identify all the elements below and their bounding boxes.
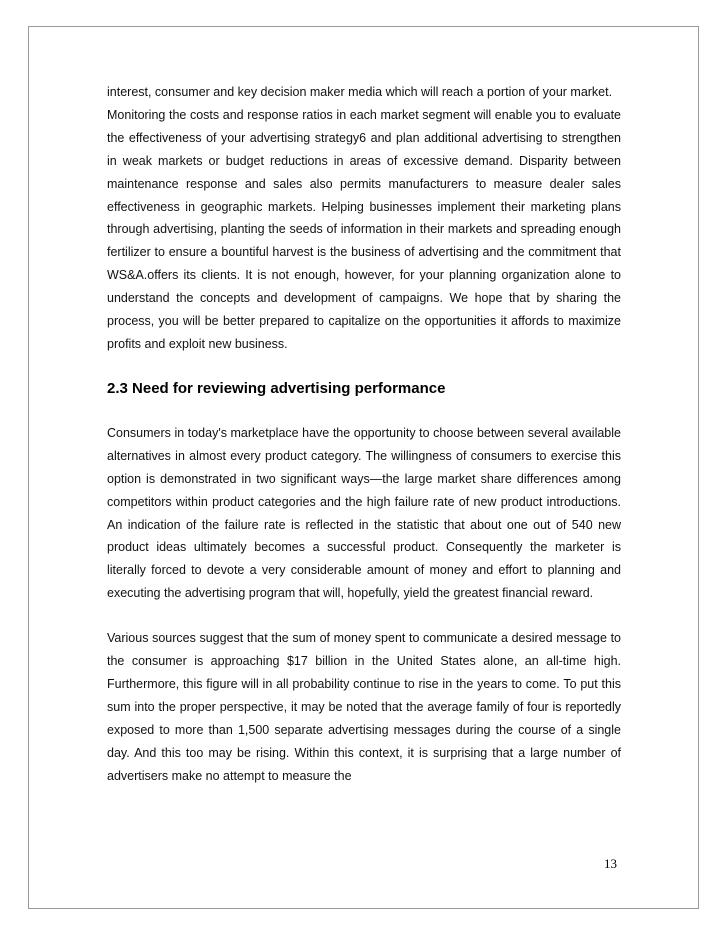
paragraph-continued-1: interest, consumer and key decision maker media which will reach a portion of your market. bbox=[107, 85, 613, 99]
section-heading: 2.3 Need for reviewing advertising performance bbox=[107, 379, 446, 397]
paragraph-sources: Various sources suggest that the sum of money spent to communicate a desired message to the consumer is approaching $17 billion in the United States alone, an all-time high. Furthermore, this figure will in all probability continue to rise in the years to come. To put this sum into the proper perspective, it may be noted that the average family of four is reportedly exposed to more than 1,500 separate advertising messages during the course of a single day. And this too may be rising. Within this context, it is surprising that a large number of advertisers make no attempt to measure the bbox=[107, 631, 621, 783]
paragraph-consumers: Consumers in today's marketplace have the opportunity to choose between several available alternatives in almost every product category. The willingness of consumers to exercise this option is demonstrated in two significant ways—the large market share differences among competitors within product categories and the high failure rate of new product introductions. An indication of the failure rate is reflected in the statistic that about one out of 540 new product ideas ultimately becomes a successful product. Consequently the marketer is literally forced to devote a very considerable amount of money and effort to planning and executing the advertising program that will, hopefully, yield the greatest financial reward. bbox=[107, 425, 621, 601]
page-content bbox=[107, 81, 621, 787]
paragraph-monitoring: Monitoring the costs and response ratios in each market segment will enable you to evaluate the effectiveness of your advertising strategy6 and plan additional advertising to strengthen in weak markets or budget reductions in areas of excessive demand. Disparity between maintenance response and sales also permits manufacturers to measure dealer sales effectiveness in geographic markets. Helping businesses implement their marketing plans through advertising, planting the seeds of information in their markets and spreading enough fertilizer to ensure a bountiful harvest is the business of advertising and the commitment that WS&A.offers its clients. It is not enough, however, for your planning organization alone to understand the concepts and development of campaigns. We hope that by sharing the process, you will be better prepared to capitalize on the opportunities it affords to maximize profits and exploit new business. bbox=[107, 107, 621, 351]
page-number: 13 bbox=[604, 856, 617, 871]
